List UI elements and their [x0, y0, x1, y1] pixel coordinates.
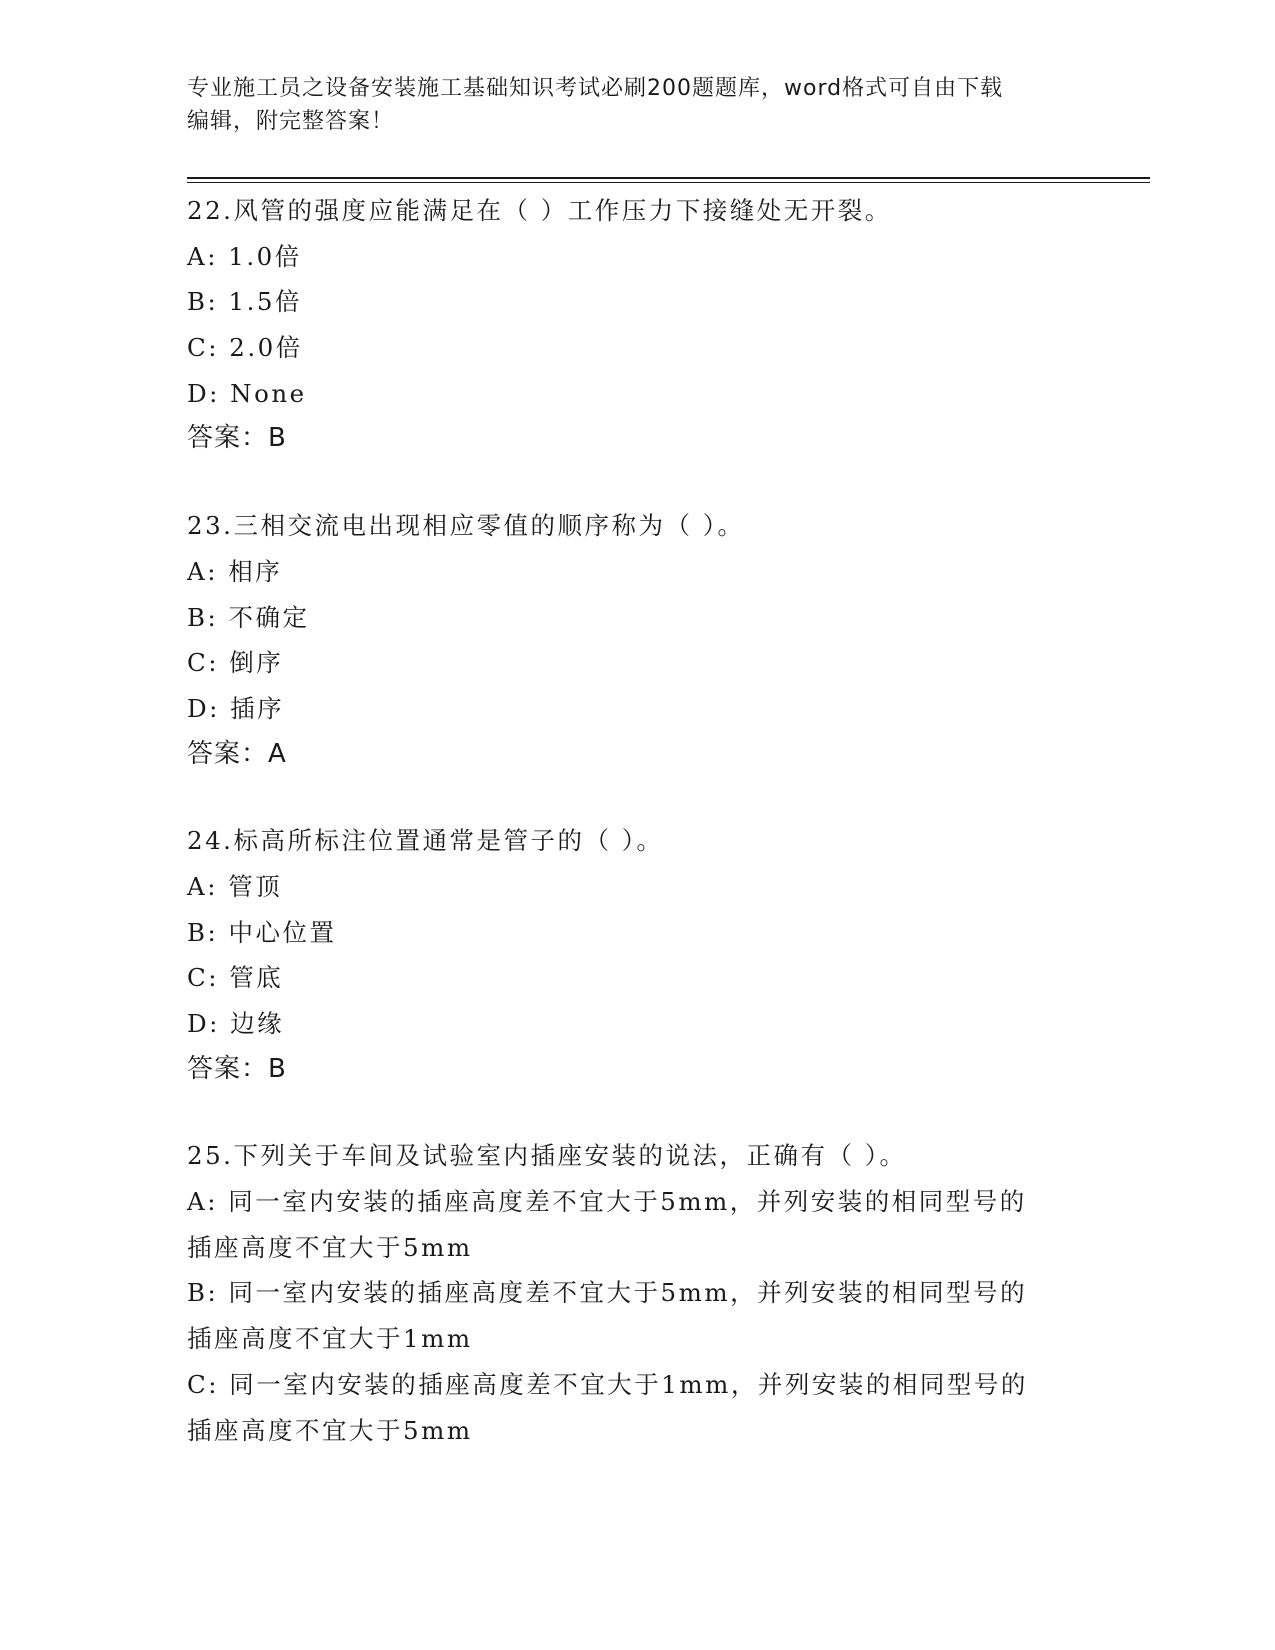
option-b: B: 1.5倍: [187, 287, 303, 317]
option-a-line-1: A: 同一室内安装的插座高度差不宜大于5mm，并列安装的相同型号的: [187, 1187, 1027, 1217]
option-a: A: 相序: [187, 556, 283, 586]
question-stem: 23.三相交流电出现相应零值的顺序称为（ ）。: [187, 511, 745, 541]
answer-label: 答案：B: [187, 1053, 287, 1084]
question-stem: 25.下列关于车间及试验室内插座安装的说法，正确有（ ）。: [187, 1141, 907, 1171]
option-c: C: 2.0倍: [187, 333, 303, 363]
option-a-line-2: 插座高度不宜大于5mm: [187, 1232, 473, 1262]
option-d: D: 边缘: [187, 1009, 285, 1038]
question-list: [187, 188, 1087, 1494]
answer-label: 答案：A: [187, 738, 287, 769]
option-a: A: 管顶: [187, 871, 283, 901]
option-a: [187, 1179, 1087, 1270]
option-b: B: 中心位置: [187, 917, 337, 947]
option-a: A: 1.0倍: [187, 241, 302, 271]
question-24: [187, 818, 1087, 1092]
option-b-line-1: B: 同一室内安装的插座高度差不宜大于5mm，并列安装的相同型号的: [187, 1278, 1028, 1308]
option-d: D: 插序: [187, 693, 285, 723]
option-c-line-1: C: 同一室内安装的插座高度差不宜大于1mm，并列安装的相同型号的: [187, 1369, 1028, 1399]
option-c: [187, 1362, 1087, 1453]
header-title-line-2: 编辑，附完整答案！: [187, 109, 395, 134]
document-header: [187, 72, 1067, 138]
option-d: D: None: [187, 378, 307, 408]
option-c: C: 倒序: [187, 648, 284, 678]
header-divider-thin: [187, 182, 1150, 183]
option-b: [187, 1270, 1087, 1361]
question-stem: 24.标高所标注位置通常是管子的（ ）。: [187, 826, 664, 856]
header-title-line-1: 专业施工员之设备安装施工基础知识考试必刷200题题库，word格式可自由下载: [187, 76, 1004, 101]
question-25: [187, 1133, 1087, 1453]
option-b: B: 不确定: [187, 602, 310, 632]
question-22: [187, 188, 1087, 462]
option-b-line-2: 插座高度不宜大于1mm: [187, 1324, 473, 1354]
option-c-line-2: 插座高度不宜大于5mm: [187, 1415, 473, 1445]
answer-label: 答案：B: [187, 423, 287, 454]
question-stem: 22.风管的强度应能满足在（ ）工作压力下接缝处无开裂。: [187, 196, 892, 225]
header-divider-thick: [187, 177, 1150, 179]
option-c: C: 管底: [187, 963, 284, 993]
question-23: [187, 503, 1087, 777]
